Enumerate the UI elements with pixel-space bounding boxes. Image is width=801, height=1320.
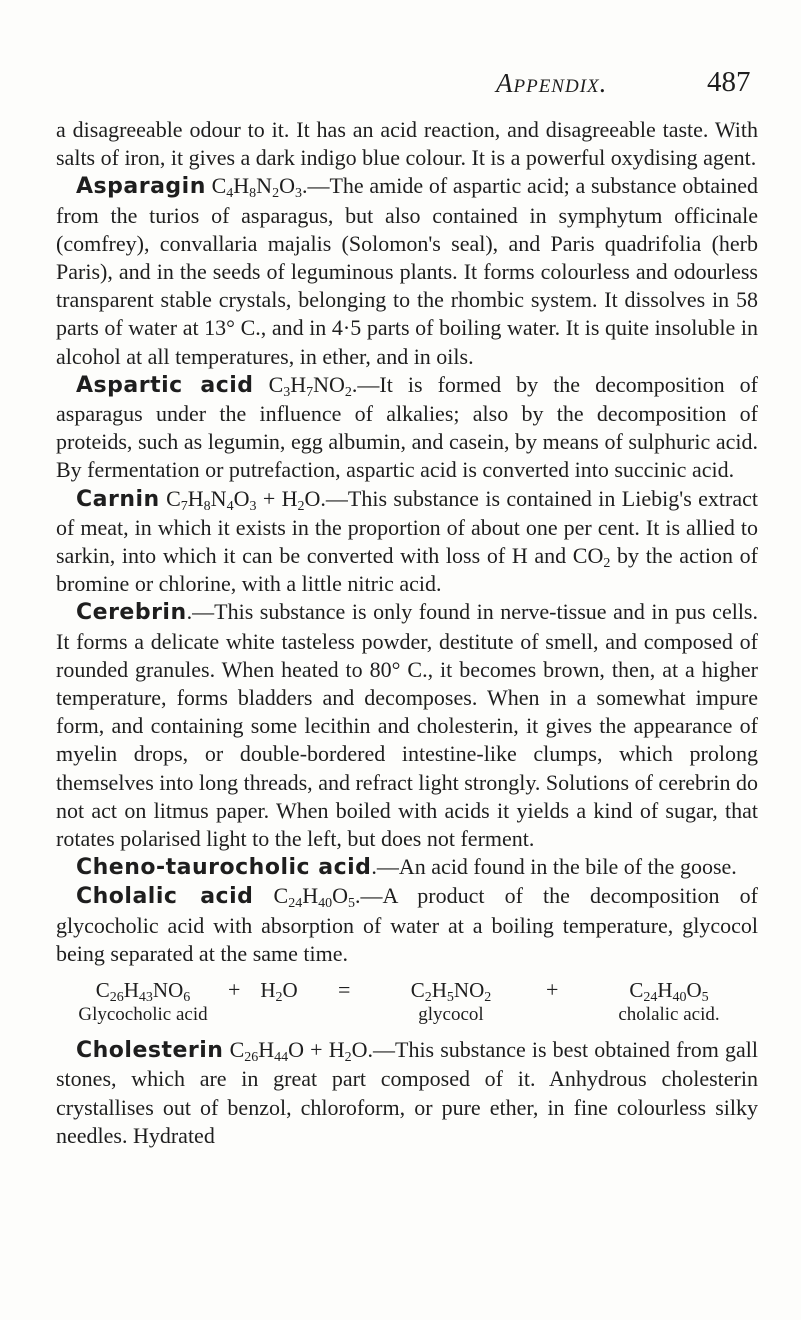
equation-formula: $C_{26}H_{43}NO_6$ <box>95 978 191 1006</box>
entry-cholesterin <box>56 1036 758 1150</box>
equation-term-water <box>254 976 304 1004</box>
entry-carnin: Carnin $C_7H_8N_4O_3$ + $H_2O.—This$ substance is contained in Liebig's extract of meat, in which it exists in the proportion of about one per cent. It is allied to sarkin, into which it can be converted with loss of H and $CO_2$ by the action of bromine or chlorine, with a little nitric acid. <box>56 485 758 597</box>
chemical-formula: $C_{24}H_{40}O_5$ <box>253 883 355 912</box>
chemical-formula: $C_3H_7NO_2$ <box>253 371 352 400</box>
equation-term-glycocholic <box>68 976 218 1026</box>
equation-operator: + <box>546 977 559 1003</box>
entry-text: .—This substance is best obtained from gall stones, which are in great part composed of it. Anhydrous cholesterin crystallises out of benzol, chloroform, or pure ether, in fine colourless silky needles. Hydrated <box>56 1037 759 1148</box>
chemical-formula: $C_7H_8N_4O_3 + H_2O$ <box>159 485 321 514</box>
entry-term: Cheno-taurocholic acid <box>76 855 372 881</box>
entry-cerebrin <box>56 598 758 853</box>
equation-term-glycocol <box>386 976 516 1026</box>
equation-label: glycocol <box>418 1004 484 1026</box>
entry-term: Aspartic acid <box>76 372 254 398</box>
entry-text: .—This substance is only found in nerve-tissue and in pus cells. It forms a delicate white tasteless powder, destitute of smell, and composed of rounded granules. When heated to 80° C., it becomes brown, then, at a higher temperature, forms bladders and decomposes. When in a somewhat impure form, and containing some lecithin and cholesterin, it gives the appearance of myelin drops, or double-bordered intestine-like clumps, which prolong themselves into long threads, and refract light strongly. Solutions of cerebrin do not act on litmus paper. When boiled with acids it yields a kind of sugar, that rotates polarised light to the left, but does not ferment. <box>56 599 758 852</box>
paragraph-continuation: a disagreeable odour to it. It has an acid reaction, and disagreeable taste. With salts of iron, it gives a dark indigo blue colour. It is a powerful oxydising agent. <box>56 117 758 171</box>
page-header <box>0 64 801 108</box>
equation-formula: $H_2O$ <box>260 978 298 1006</box>
entry-text: .—The amide of aspartic acid; a substance obtained from the turios of asparagus, but also contained in symphytum officinale (comfrey), convallaria majalis (Solomon's seal), and Paris quadrifolia (herb Paris), and in the seeds of leguminous plants. It forms colourless and odourless transparent stable crystals, belonging to the rhombic system. It dissolves in 58 parts of water at 13° C., and in 4·5 parts of boiling water. It is quite insoluble in alcohol at all temperatures, in ether, and in oils. <box>56 173 758 369</box>
equation-formula: $C_2H_5NO_2$ <box>410 978 492 1006</box>
equation-label: Glycocholic acid <box>78 1004 208 1026</box>
page-body <box>56 116 758 1150</box>
equation-label: cholalic acid. <box>618 1004 720 1026</box>
entry-cholalic-acid <box>56 882 758 968</box>
entry-term: Carnin <box>76 486 160 512</box>
entry-text: .—It is formed by the decomposition of asparagus under the influence of alkalies; also by the decomposition of proteids, such as legumin, egg albumin, and casein, by means of sulphuric acid. By fermentation or putrefaction, aspartic acid is converted into succinic acid. <box>56 371 758 483</box>
running-title: Appendix. <box>496 68 608 98</box>
entry-text: .—A product of the decomposition of glycocholic acid with absorption of water at a boiling temperature, glycocol being separated at the same time. <box>56 883 758 966</box>
entry-text: .—This substance is contained in Liebig's extract of meat, in which it exists in the proportion of about one per cent. It is allied to sarkin, into which it can be converted with loss of H and CO <box>56 485 758 569</box>
entry-term: Cerebrin <box>76 600 187 626</box>
entry-text: by the action of bromine or chlorine, with a little nitric acid. <box>56 543 758 597</box>
entry-term: Cholalic acid <box>76 884 254 910</box>
chemical-formula: $C_4H_8N_2O_3$ <box>205 173 302 202</box>
equation-formula: $C_{24}H_{40}O_5$ <box>629 978 709 1006</box>
entry-aspartic-acid <box>56 371 758 485</box>
entry-text: .—An acid found in the bile of the goose. <box>371 854 737 880</box>
equation-operator: = <box>338 977 351 1003</box>
entry-term: Cholesterin <box>76 1038 224 1064</box>
entry-term: Asparagin <box>76 174 206 200</box>
equation-operator: + <box>228 977 241 1003</box>
page-number: 487 <box>707 66 751 98</box>
entry-asparagin <box>56 172 758 370</box>
equation-term-cholalic <box>594 976 744 1026</box>
chemical-equation <box>56 976 758 1034</box>
entry-cheno-taurocholic-acid <box>56 853 758 882</box>
chemical-formula: $C_{26}H_{44}O + H_2O$ <box>223 1037 368 1066</box>
